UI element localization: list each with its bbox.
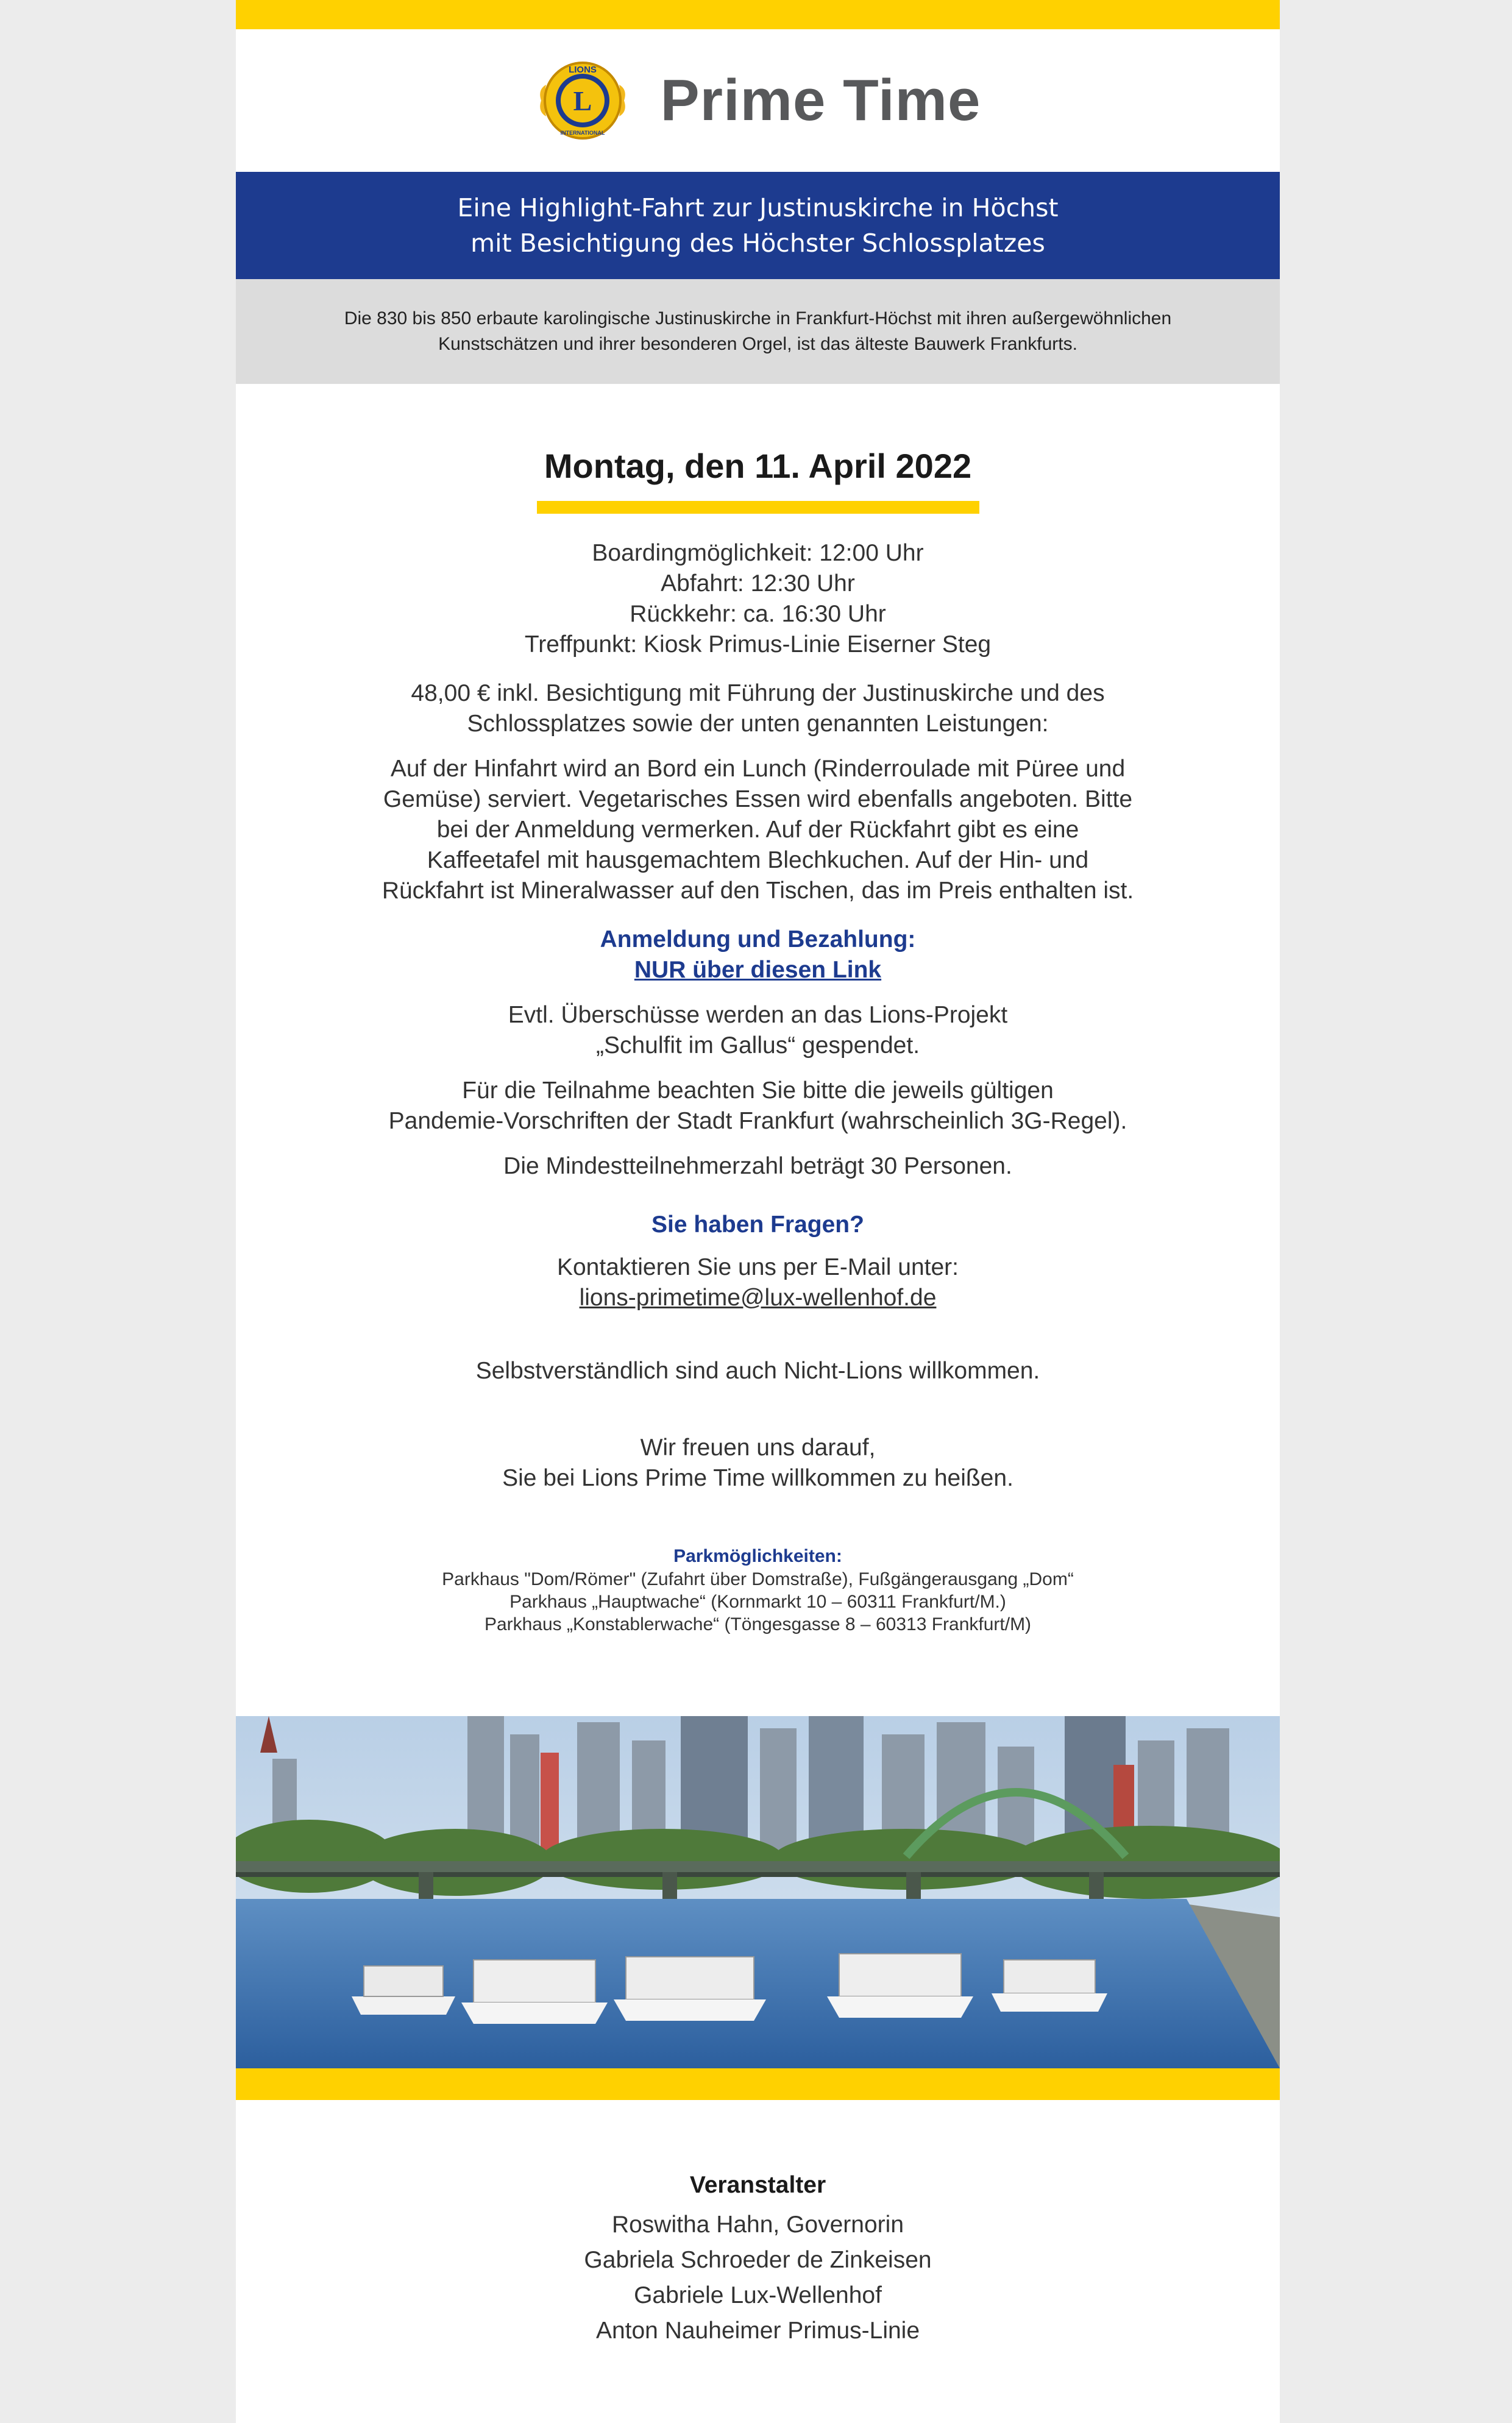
parking [236, 1545, 1280, 1636]
price-line: 48,00 € inkl. Besichtigung mit Führung der Justinuskirche und des [411, 680, 1105, 706]
closing [236, 1433, 1280, 1494]
registration-heading: Anmeldung und Bezahlung: [600, 926, 916, 953]
pandemic-line: Pandemie-Vorschriften der Stadt Frankfurt (wahrscheinlich 3G-Regel). [388, 1108, 1127, 1134]
closing-line: Wir freuen uns darauf, [640, 1435, 876, 1461]
organizer-name: Anton Nauheimer Primus-Linie [595, 2318, 920, 2344]
price-line: Schlossplatzes sowie der unten genannten Leistungen: [467, 711, 1049, 737]
schedule-line: Abfahrt: 12:30 Uhr [661, 570, 855, 597]
brand-title: Prime Time [660, 68, 981, 133]
parking-item: Parkhaus „Konstablerwache“ (Töngesgasse 8 – 60313 Frankfurt/M) [484, 1614, 1032, 1634]
banner-line-1: Eine Highlight-Fahrt zur Justinuskirche in Höchst [457, 193, 1059, 222]
organizer-name: Gabriele Lux-Wellenhof [634, 2282, 882, 2308]
main-content [236, 439, 1280, 1650]
donation-line: „Schulfit im Gallus“ gespendet. [595, 1032, 920, 1059]
frankfurt-skyline-river-ships-photo [236, 1716, 1280, 2068]
organizer-name: Roswitha Hahn, Governorin [611, 2212, 904, 2238]
logo-text-top: LIONS [568, 65, 597, 75]
parking-item: Parkhaus "Dom/Römer" (Zufahrt über Domstraße), Fußgängerausgang „Dom“ [442, 1569, 1074, 1589]
banner-line-2: mit Besichtigung des Höchster Schlossplatzes [470, 229, 1045, 258]
organizers [236, 2169, 1280, 2349]
questions [236, 1210, 1280, 1313]
questions-heading: Sie haben Fragen? [651, 1212, 864, 1238]
questions-text: Kontaktieren Sie uns per E-Mail unter: [556, 1254, 959, 1280]
header [236, 29, 1280, 172]
catering-info [236, 754, 1280, 906]
organizers-heading: Veranstalter [689, 2172, 826, 2198]
date-underline [537, 501, 979, 514]
catering-line: Kaffeetafel mit hausgemachtem Blechkuchen. Auf der Hin- und [427, 847, 1089, 873]
donation-line: Evtl. Überschüsse werden an das Lions-Projekt [508, 1002, 1008, 1028]
parking-item: Parkhaus „Hauptwache“ (Kornmarkt 10 – 60311 Frankfurt/M.) [509, 1592, 1006, 1612]
catering-line: bei der Anmeldung vermerken. Auf der Rückfahrt gibt es eine [436, 817, 1079, 843]
parking-heading: Parkmöglichkeiten: [673, 1546, 842, 1566]
registration [236, 924, 1280, 985]
contact-email-link[interactable]: lions-primetime@lux-wellenhof.de [579, 1285, 937, 1311]
schedule-line: Treffpunkt: Kiosk Primus-Linie Eiserner Steg [524, 631, 992, 658]
intro-line-1: Die 830 bis 850 erbaute karolingische Justinuskirche in Frankfurt-Höchst mit ihren außergewöhnlichen [344, 308, 1172, 328]
closing-line: Sie bei Lions Prime Time willkommen zu heißen. [502, 1465, 1013, 1491]
catering-line: Gemüse) serviert. Vegetarisches Essen wird ebenfalls angeboten. Bitte [383, 786, 1133, 812]
event-date: Montag, den 11. April 2022 [544, 447, 972, 485]
organizer-name: Gabriela Schroeder de Zinkeisen [584, 2247, 932, 2273]
non-lions-note [236, 1356, 1280, 1386]
minimum-info [236, 1151, 1280, 1182]
registration-link[interactable]: NUR über diesen Link [634, 957, 882, 983]
catering-line: Auf der Hinfahrt wird an Bord ein Lunch (Rinderroulade mit Püree und [390, 756, 1126, 782]
lions-international-logo [535, 53, 630, 148]
newsletter-page [236, 0, 1280, 2423]
top-yellow-bar [236, 0, 1280, 29]
minimum-line: Die Mindestteilnehmerzahl beträgt 30 Personen. [503, 1153, 1012, 1179]
intro-line-2: Kunstschätzen und ihrer besonderen Orgel, ist das älteste Bauwerk Frankfurts. [438, 334, 1077, 354]
schedule-line: Rückkehr: ca. 16:30 Uhr [630, 601, 886, 627]
schedule-line: Boardingmöglichkeit: 12:00 Uhr [592, 540, 924, 566]
pandemic-info [236, 1076, 1280, 1137]
intro-band [236, 279, 1280, 384]
catering-line: Rückfahrt ist Mineralwasser auf den Tischen, das im Preis enthalten ist. [382, 878, 1134, 904]
title-banner [236, 172, 1280, 279]
logo-letter: L [573, 85, 592, 116]
schedule [236, 538, 1280, 660]
price-info [236, 678, 1280, 739]
donation-info [236, 1000, 1280, 1061]
bottom-yellow-bar [236, 2068, 1280, 2100]
pandemic-line: Für die Teilnahme beachten Sie bitte die jeweils gültigen [462, 1077, 1054, 1104]
logo-text-bottom: INTERNATIONAL [560, 130, 605, 136]
non-lions-line: Selbstverständlich sind auch Nicht-Lions willkommen. [475, 1358, 1040, 1384]
